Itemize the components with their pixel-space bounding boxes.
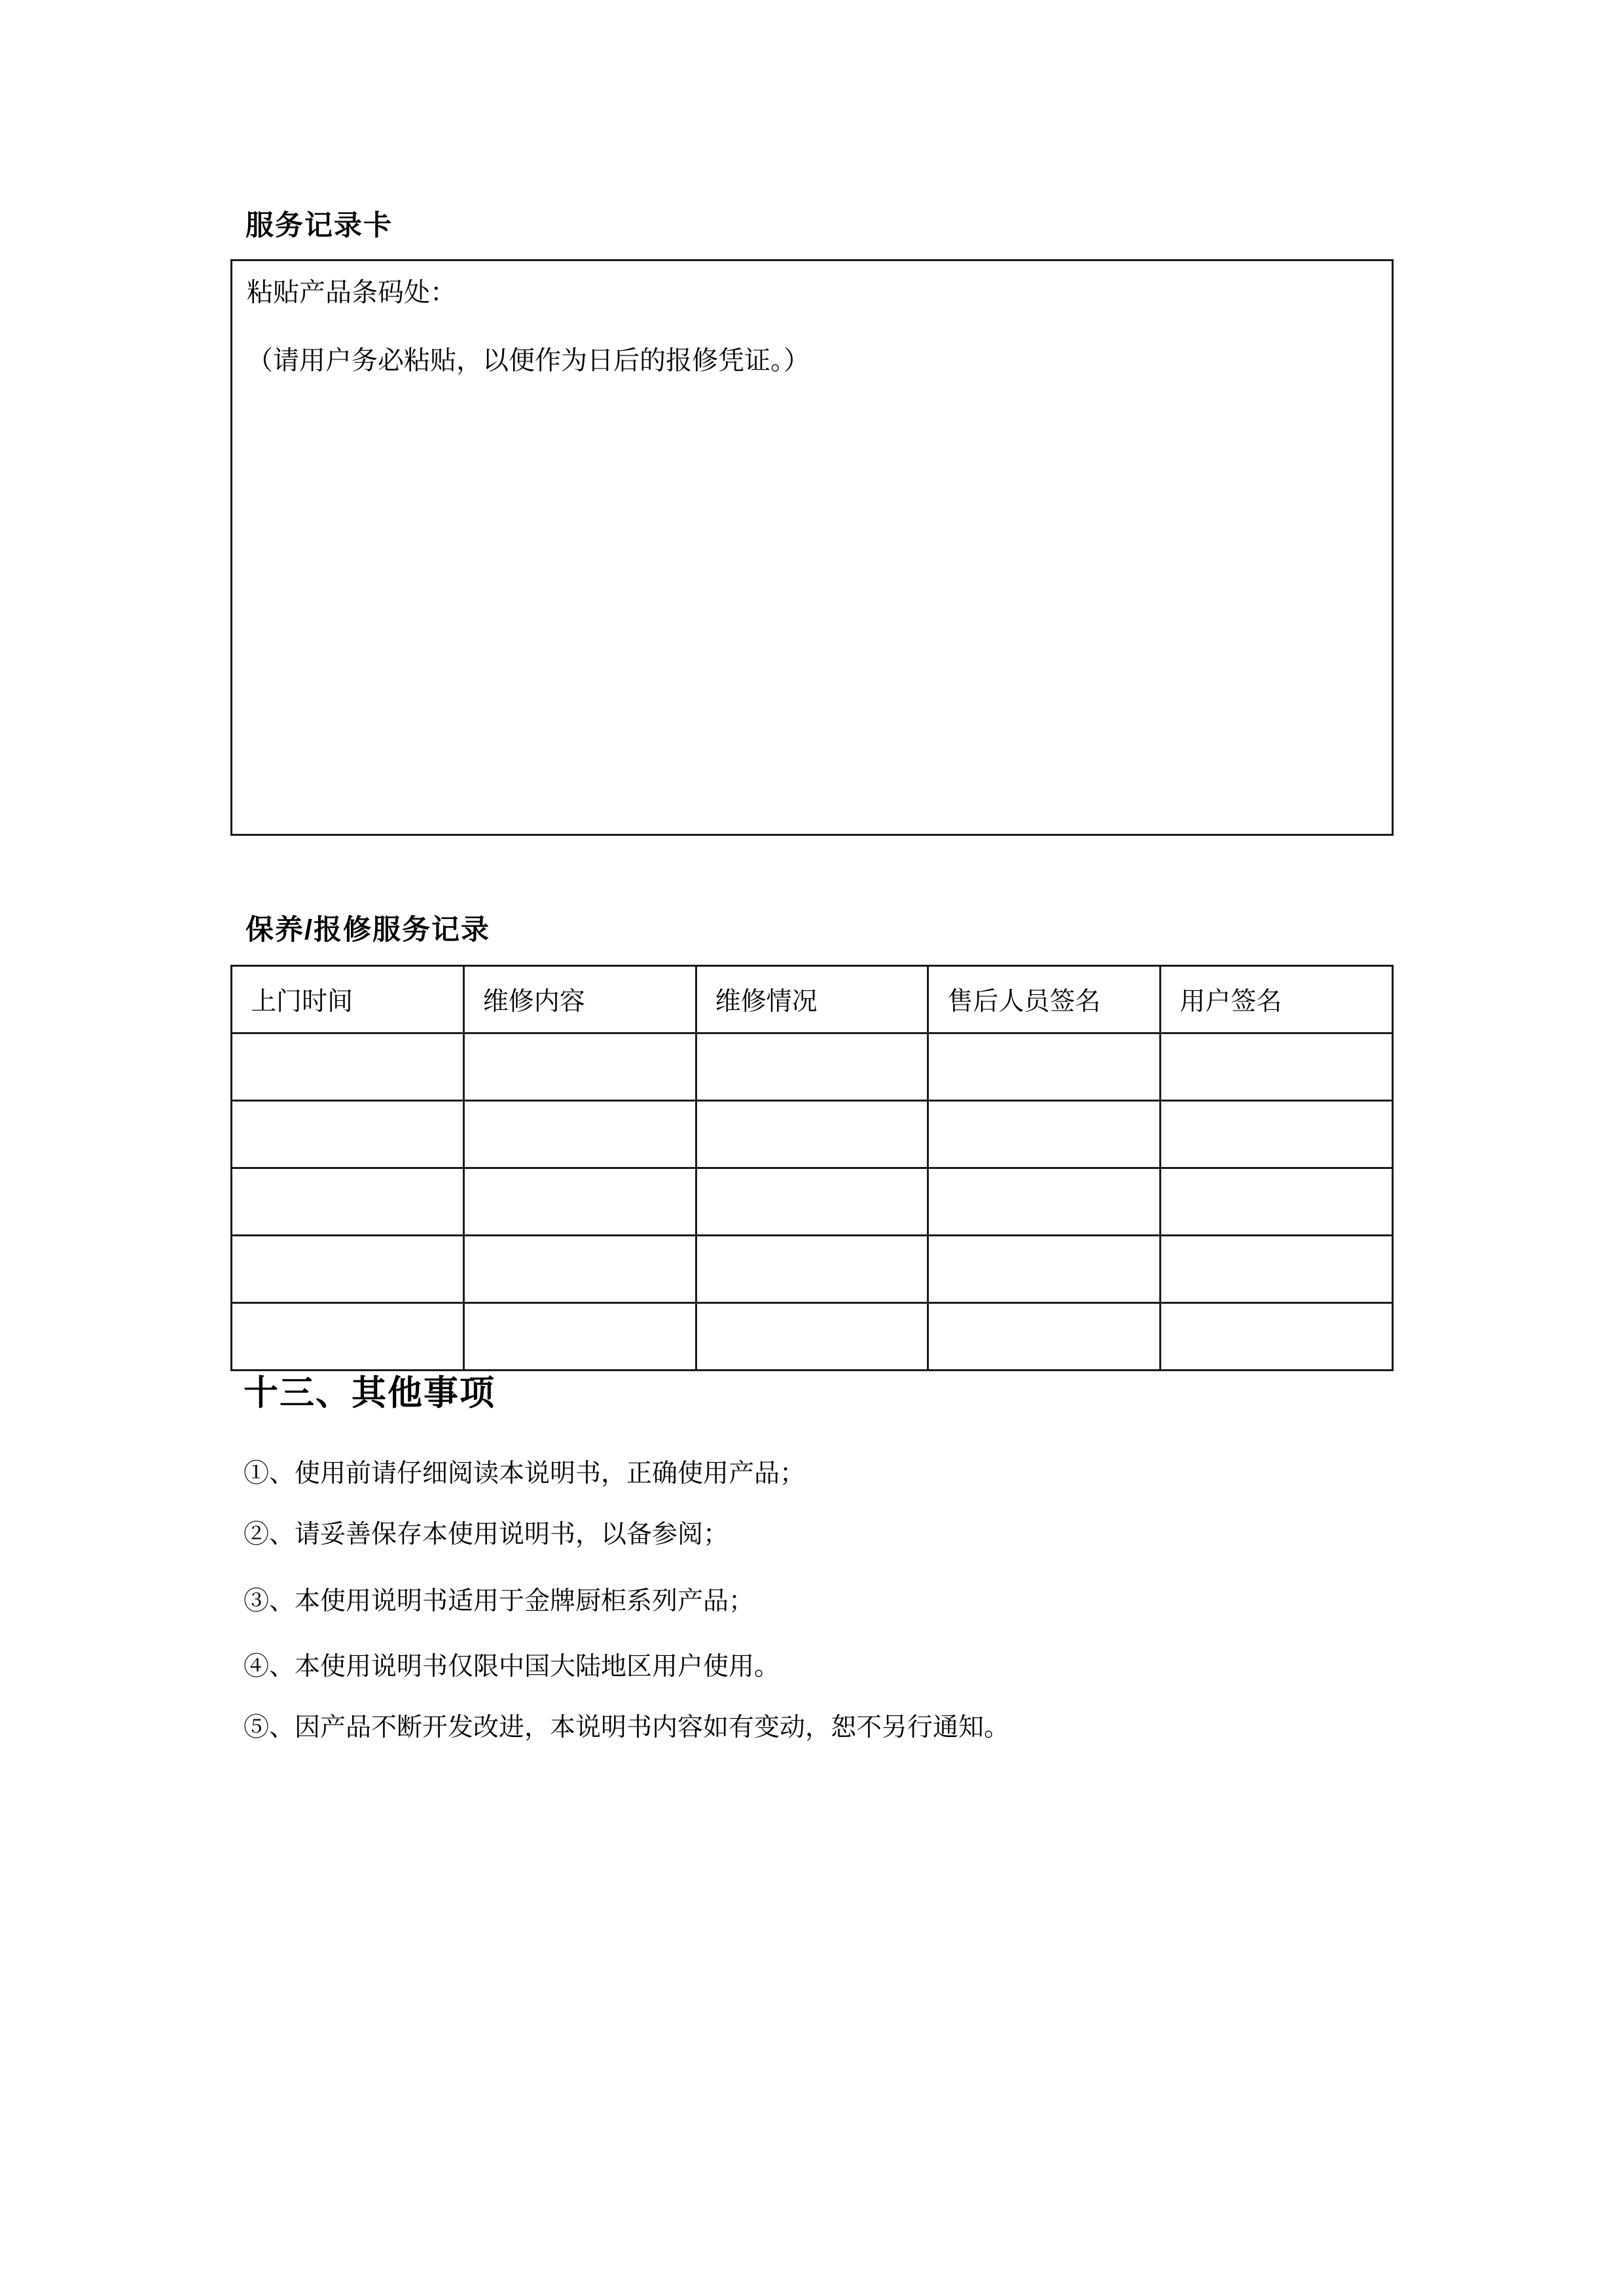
table-cell-empty bbox=[696, 1168, 928, 1236]
barcode-box-label: 粘贴产品条码处： bbox=[247, 278, 456, 307]
table-cell-empty bbox=[1161, 1303, 1393, 1371]
table-cell-empty bbox=[1161, 1236, 1393, 1303]
table-cell-empty bbox=[696, 1236, 928, 1303]
notice-item: ⑤、因产品不断开发改进，本说明书内容如有变动，恕不另行通知。 bbox=[244, 1713, 1010, 1742]
notice-item: ④、本使用说明书仅限中国大陆地区用户使用。 bbox=[244, 1653, 780, 1681]
table-row bbox=[232, 1236, 1393, 1303]
table-cell-empty bbox=[463, 1168, 696, 1236]
table-cell-empty bbox=[928, 1101, 1161, 1168]
column-header-user-signature: 用户签名 bbox=[1161, 966, 1393, 1033]
column-header-service-signature: 售后人员签名 bbox=[928, 966, 1161, 1033]
table-cell-empty bbox=[1161, 1101, 1393, 1168]
table-cell-empty bbox=[463, 1033, 696, 1101]
maintenance-record-table bbox=[230, 965, 1394, 1371]
table-cell-empty bbox=[928, 1168, 1161, 1236]
table-cell-empty bbox=[928, 1236, 1161, 1303]
barcode-box-note: （请用户务必粘贴，以便作为日后的报修凭证。） bbox=[247, 346, 810, 375]
table-cell-empty bbox=[232, 1033, 464, 1101]
table-cell-empty bbox=[1161, 1168, 1393, 1236]
table-header-row bbox=[232, 966, 1393, 1033]
table-cell-empty bbox=[463, 1303, 696, 1371]
notice-item: ②、请妥善保存本使用说明书，以备参阅； bbox=[244, 1520, 729, 1549]
table-cell-empty bbox=[928, 1033, 1161, 1101]
table-cell-empty bbox=[696, 1303, 928, 1371]
table-cell-empty bbox=[232, 1236, 464, 1303]
table-cell-empty bbox=[232, 1101, 464, 1168]
table-cell-empty bbox=[696, 1101, 928, 1168]
other-matters-title: 十三、其他事项 bbox=[244, 1374, 496, 1412]
column-header-repair-status: 维修情况 bbox=[696, 966, 928, 1033]
table-cell-empty bbox=[232, 1303, 464, 1371]
table-cell-empty bbox=[232, 1168, 464, 1236]
column-header-visit-time: 上门时间 bbox=[232, 966, 464, 1033]
table-cell-empty bbox=[1161, 1033, 1393, 1101]
table-cell-empty bbox=[463, 1236, 696, 1303]
table-cell-empty bbox=[696, 1033, 928, 1101]
maintenance-record-title: 保养/报修服务记录 bbox=[245, 914, 490, 946]
notice-item: ①、使用前请仔细阅读本说明书，正确使用产品； bbox=[244, 1460, 806, 1488]
notice-item: ③、本使用说明书适用于金牌厨柜系列产品； bbox=[244, 1587, 755, 1615]
table-row bbox=[232, 1101, 1393, 1168]
barcode-paste-box bbox=[230, 259, 1394, 836]
table-cell-empty bbox=[463, 1101, 696, 1168]
column-header-repair-content: 维修内容 bbox=[463, 966, 696, 1033]
table-row bbox=[232, 1168, 1393, 1236]
table-row bbox=[232, 1033, 1393, 1101]
table-row bbox=[232, 1303, 1393, 1371]
service-record-card-title: 服务记录卡 bbox=[245, 210, 393, 242]
table-cell-empty bbox=[928, 1303, 1161, 1371]
